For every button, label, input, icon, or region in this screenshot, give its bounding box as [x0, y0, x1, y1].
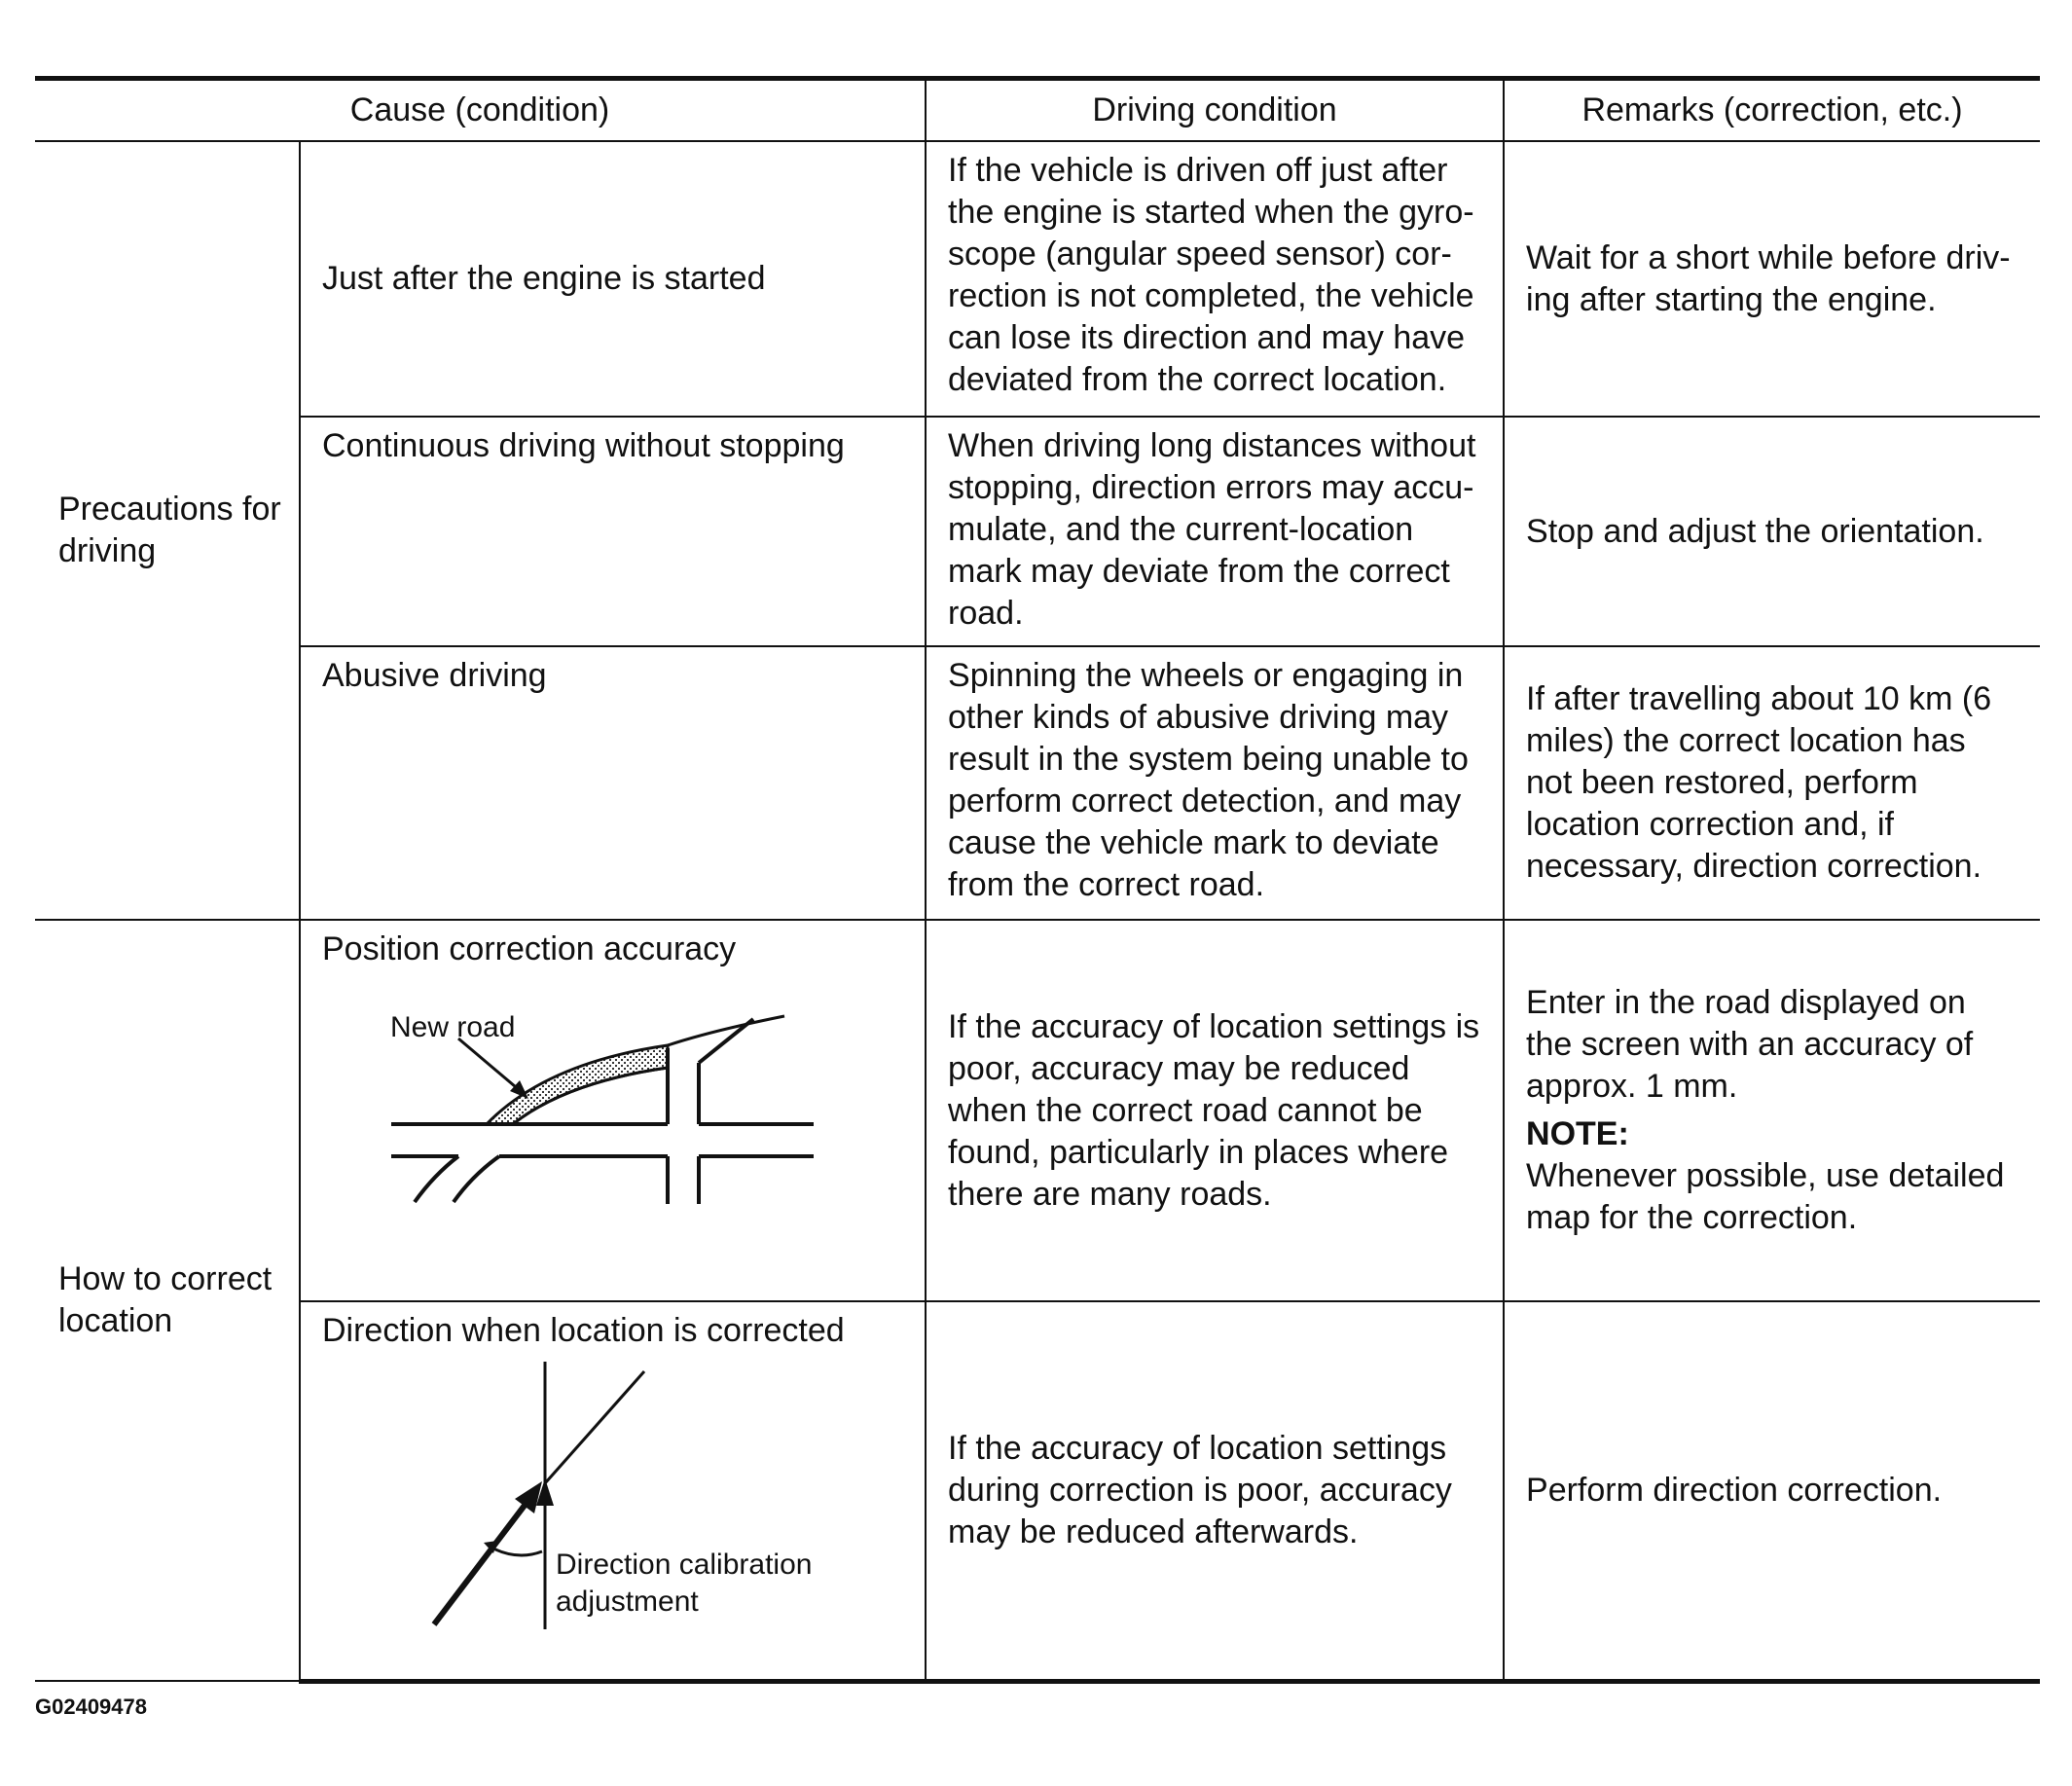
remarks-cell: Perform direction correction. — [1504, 1301, 2040, 1681]
table-row — [35, 646, 2040, 920]
note-text: Whenever possible, use detailed map for the correction. — [1526, 1157, 2005, 1236]
table-header-row — [35, 79, 2040, 142]
cause-cell: Continuous driving without stopping — [300, 417, 926, 646]
table-row — [35, 920, 2040, 1301]
troubleshooting-table — [35, 76, 2040, 1684]
table-row — [35, 417, 2040, 646]
adjustment-label: adjustment — [556, 1586, 699, 1618]
header-remarks: Remarks (correction, etc.) — [1504, 79, 2040, 142]
condition-cell: If the accuracy of location settings during correction is poor, accuracy may be reduced afterwards. — [926, 1301, 1504, 1681]
remarks-cell — [1504, 920, 2040, 1301]
header-driving-condition: Driving condition — [926, 79, 1504, 142]
cause-cell-with-figure — [300, 1301, 926, 1681]
cause-cell: Just after the engine is started — [300, 141, 926, 417]
condition-cell: If the vehicle is driven off just after the engine is started when the gyro-scope (angular speed sensor) cor-rection is not completed, the vehicle can lose its direction and may have deviated from the correct location. — [926, 141, 1504, 417]
cause-cell: Abusive driving — [300, 646, 926, 920]
direction-calibration-label: Direction calibration — [556, 1549, 813, 1581]
table-row — [35, 141, 2040, 417]
cause-text: Direction when location is corrected — [322, 1312, 845, 1349]
new-road-figure — [322, 970, 906, 1262]
remarks-text: Enter in the road displayed on the screen with an accuracy of approx. 1 mm. — [1526, 984, 1974, 1105]
note-label: NOTE: — [1526, 1115, 1629, 1152]
condition-cell: When driving long distances without stopping, direction errors may accu-mulate, and the current-location mark may deviate from the correct road. — [926, 417, 1504, 646]
condition-cell: Spinning the wheels or engaging in other kinds of abusive driving may result in the system being unable to perform correct detection, and may cause the vehicle mark to deviate from the correct road. — [926, 646, 1504, 920]
cause-text: Position correction accuracy — [322, 930, 737, 967]
header-cause: Cause (condition) — [35, 79, 926, 142]
figure-code: G02409478 — [35, 1695, 147, 1719]
remarks-cell: Stop and adjust the orientation. — [1504, 417, 2040, 646]
group-label-precautions: Precautions for driving — [35, 141, 300, 920]
remarks-cell: If after travelling about 10 km (6 miles) the correct location has not been restored, perform location correction and, if necessary, direction correction. — [1504, 646, 2040, 920]
new-road-label: New road — [390, 1011, 516, 1043]
condition-cell: If the accuracy of location settings is poor, accuracy may be reduced when the correct road cannot be found, particularly in places where there are many roads. — [926, 920, 1504, 1301]
direction-calibration-figure — [322, 1352, 906, 1644]
group-label-how-to-correct: How to correct location — [35, 920, 300, 1681]
cause-cell-with-figure — [300, 920, 926, 1301]
table-row — [35, 1301, 2040, 1681]
remarks-cell: Wait for a short while before driv-ing after starting the engine. — [1504, 141, 2040, 417]
